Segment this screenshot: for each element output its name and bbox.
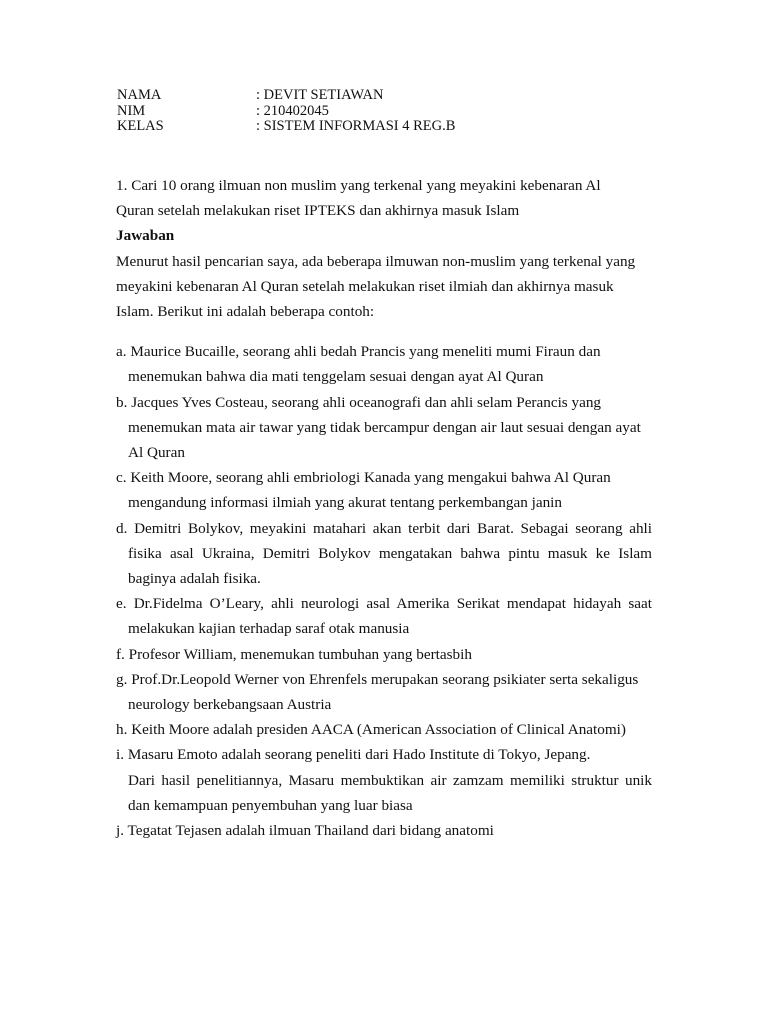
list-item-line: h. Keith Moore adalah presiden AACA (American Association of Clinical Anatomi): [116, 721, 626, 739]
list-item-c: [116, 465, 652, 515]
intro-line: Menurut hasil pencarian saya, ada beberapa ilmuwan non-muslim yang terkenal yang: [116, 252, 636, 270]
list-item-h: [116, 717, 652, 742]
list-item-line: Dari hasil penelitiannya, Masaru membuktikan air zamzam memiliki struktur unik: [128, 771, 652, 789]
list-item-g: [116, 667, 652, 717]
list-item-line: fisika asal Ukraina, Demitri Bolykov mengatakan bahwa pintu masuk ke Islam: [128, 544, 652, 562]
list-item-e: [116, 591, 652, 641]
document-body: [116, 173, 652, 843]
info-value: : SISTEM INFORMASI 4 REG.B: [256, 118, 456, 134]
spacer: [116, 324, 652, 339]
list-item-line: mengandung informasi ilmiah yang akurat tentang perkembangan janin: [128, 494, 562, 512]
info-row-nim: [117, 104, 657, 120]
list-item-line: b. Jacques Yves Costeau, seorang ahli oceanografi dan ahli selam Perancis yang: [116, 393, 602, 411]
info-label: NIM: [117, 102, 146, 119]
info-value: : 210402045: [256, 102, 329, 119]
list-item-b: [116, 390, 652, 466]
question-line: 1. Cari 10 orang ilmuan non muslim yang terkenal yang meyakini kebenaran Al: [116, 177, 601, 194]
list-item-f: [116, 642, 652, 667]
list-item-line: dan kemampuan penyembuhan yang luar biasa: [128, 796, 413, 814]
list-item-line: e. Dr.Fidelma O’Leary, ahli neurologi asal Amerika Serikat mendapat hidayah saat: [116, 595, 652, 613]
list-item-line: i. Masaru Emoto adalah seorang peneliti dari Hado Institute di Tokyo, Jepang.: [116, 746, 591, 764]
list-item-line: Al Quran: [128, 444, 185, 462]
list-item-line: baginya adalah fisika.: [128, 570, 261, 588]
list-item-line: g. Prof.Dr.Leopold Werner von Ehrenfels merupakan seorang psikiater serta sekaligus: [116, 670, 639, 688]
question-line: Quran setelah melakukan riset IPTEKS dan akhirnya masuk Islam: [116, 202, 520, 220]
info-row-name: [117, 88, 657, 104]
list-item-a: [116, 339, 652, 389]
answer-heading: Jawaban: [116, 227, 175, 245]
list-item-line: menemukan mata air tawar yang tidak bercampur dengan air laut sesuai dengan ayat: [128, 418, 641, 436]
intro-line: Islam. Berikut ini adalah beberapa contoh:: [116, 303, 375, 321]
list-item-line: f. Profesor William, menemukan tumbuhan yang bertasbih: [116, 645, 472, 663]
list-item-line: d. Demitri Bolykov, meyakini matahari akan terbit dari Barat. Sebagai seorang ahli: [116, 519, 652, 537]
list-item-line: c. Keith Moore, seorang ahli embriologi Kanada yang mengakui bahwa Al Quran: [116, 469, 611, 487]
list-item-j: [116, 818, 652, 843]
list-item-i: [116, 742, 652, 818]
list-item-line: neurology berkebangsaan Austria: [128, 696, 332, 714]
list-item-line: a. Maurice Bucaille, seorang ahli bedah Prancis yang meneliti mumi Firaun dan: [116, 343, 601, 361]
list-item-line: j. Tegatat Tejasen adalah ilmuan Thailand dari bidang anatomi: [116, 822, 494, 840]
intro-line: meyakini kebenaran Al Quran setelah melakukan riset ilmiah dan akhirnya masuk: [116, 277, 614, 295]
student-info: [117, 88, 657, 135]
info-value: : DEVIT SETIAWAN: [256, 87, 384, 103]
list-item-d: [116, 516, 652, 592]
info-label: NAMA: [117, 87, 162, 103]
info-label: KELAS: [117, 118, 164, 134]
list-item-line: melakukan kajian terhadap saraf otak manusia: [128, 620, 410, 638]
info-row-class: [117, 119, 657, 135]
list-item-line: menemukan bahwa dia mati tenggelam sesuai dengan ayat Al Quran: [128, 368, 544, 386]
